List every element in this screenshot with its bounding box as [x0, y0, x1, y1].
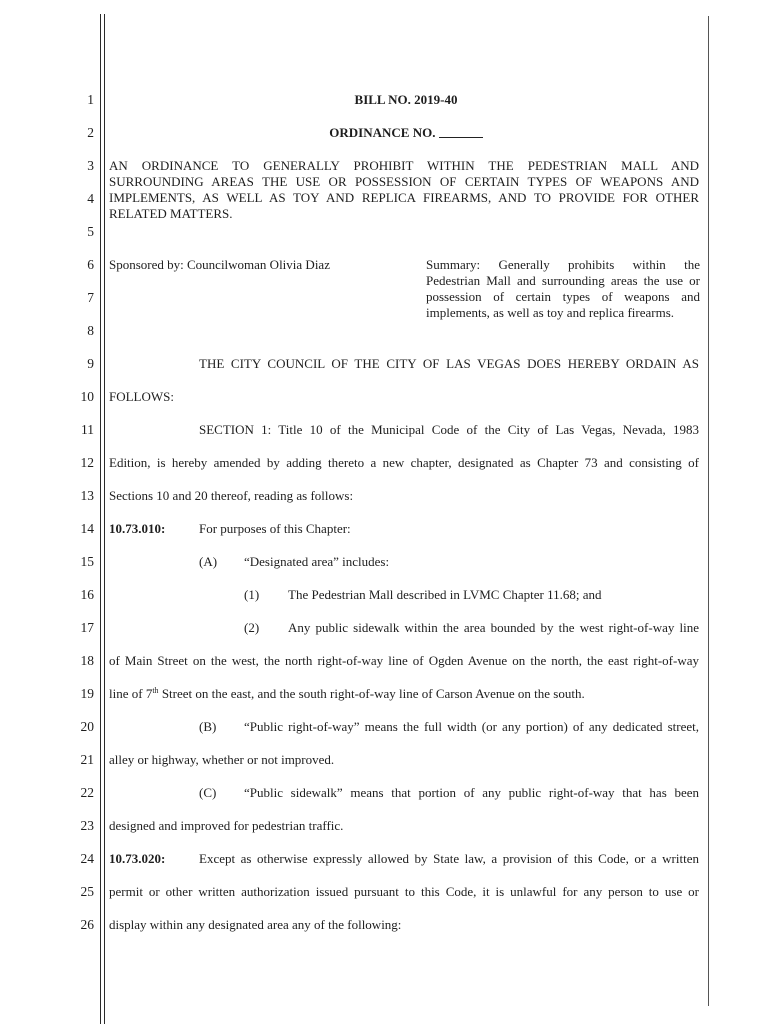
title-line: AN ORDINANCE TO GENERALLY PROHIBIT WITHIN THE PEDESTRIAN MALL AND [109, 158, 699, 173]
ordinance-number: ORDINANCE NO. [108, 125, 704, 141]
section-1-line-2: Edition, is hereby amended by adding thereto a new chapter, designated as Chapter 73 and consisting of [109, 455, 699, 470]
title-line: SURROUNDING AREAS THE USE OR POSSESSION OF CERTAIN TYPES OF WEAPONS AND [109, 174, 699, 189]
sponsor: Sponsored by: Councilwoman Olivia Diaz [109, 257, 330, 272]
line-number: 25 [80, 884, 94, 899]
section-010-intro: For purposes of this Chapter: [199, 521, 351, 536]
summary-line: possession of certain types of weapons and [426, 289, 700, 304]
subparagraph-2-line-3: line of 7th Street on the east, and the south right-of-way line of Carson Avenue on the south. [109, 686, 585, 701]
section-020-text: Except as otherwise expressly allowed by State law, a provision of this Code, or a written [199, 851, 699, 866]
ordinance-number-blank [439, 125, 483, 138]
paragraph-b-text: “Public right-of-way” means the full width (or any portion) of any dedicated street, [244, 719, 699, 734]
line-number: 13 [80, 488, 94, 503]
line-number: 3 [87, 158, 94, 173]
line-number: 23 [80, 818, 94, 833]
line-number: 11 [81, 422, 94, 437]
line-number: 24 [80, 851, 94, 866]
subparagraph-2-text: Any public sidewalk within the area bounded by the west right-of-way line [288, 620, 699, 635]
summary-line: implements, as well as toy and replica firearms. [426, 305, 675, 320]
enacting-clause-cont: FOLLOWS: [109, 389, 174, 404]
line-number: 2 [87, 125, 94, 140]
section-1: SECTION 1: Title 10 of the Municipal Code of the City of Las Vegas, Nevada, 1983 [199, 422, 699, 437]
line-number: 9 [87, 356, 94, 371]
summary-line: Summary: Generally prohibits within the [426, 257, 700, 272]
subparagraph-1-text: The Pedestrian Mall described in LVMC Chapter 11.68; and [288, 587, 602, 602]
enacting-clause: THE CITY COUNCIL OF THE CITY OF LAS VEGAS DOES HEREBY ORDAIN AS [199, 356, 699, 371]
bill-number: BILL NO. 2019-40 [354, 92, 458, 107]
title-line: RELATED MATTERS. [109, 206, 233, 221]
line-number: 26 [80, 917, 94, 932]
line-number: 19 [80, 686, 94, 701]
line-number: 21 [80, 752, 94, 767]
line-number: 16 [80, 587, 94, 602]
line-number: 17 [80, 620, 94, 635]
line-number: 18 [80, 653, 94, 668]
line-number: 8 [87, 323, 94, 338]
paragraph-a-label: (A) [199, 554, 218, 569]
line-number: 7 [87, 290, 94, 305]
paragraph-c-label: (C) [199, 785, 217, 800]
section-020-line-2: permit or other written authorization issued pursuant to this Code, it is unlawful for any person to use or [109, 884, 699, 899]
section-1-line-3: Sections 10 and 20 thereof, reading as follows: [109, 488, 354, 503]
paragraph-b-line-2: alley or highway, whether or not improved. [109, 752, 335, 767]
subparagraph-2-line-2: of Main Street on the west, the north right-of-way line of Ogden Avenue on the north, the east right-of-way [109, 653, 699, 668]
right-margin-rule [708, 16, 709, 1006]
line-number: 4 [87, 191, 94, 206]
paragraph-a-text: “Designated area” includes: [244, 554, 390, 569]
summary-line: Pedestrian Mall and surrounding areas the use or [426, 273, 700, 288]
subparagraph-2-label: (2) [244, 620, 260, 635]
line-number: 12 [80, 455, 94, 470]
line-number: 22 [80, 785, 94, 800]
line-number: 10 [80, 389, 94, 404]
line-number: 5 [87, 224, 94, 239]
line-number: 15 [80, 554, 94, 569]
left-margin-rule-2 [104, 14, 105, 1024]
line-number: 1 [87, 92, 94, 107]
left-margin-rule-1 [100, 14, 101, 1024]
subparagraph-1-label: (1) [244, 587, 260, 602]
line-number: 20 [80, 719, 94, 734]
line-number: 6 [87, 257, 94, 272]
paragraph-c-line-2: designed and improved for pedestrian traffic. [109, 818, 344, 833]
section-number-020: 10.73.020: [109, 851, 166, 866]
paragraph-b-label: (B) [199, 719, 217, 734]
section-020-line-3: display within any designated area any of the following: [109, 917, 402, 932]
line-number: 14 [80, 521, 94, 536]
paragraph-c-text: “Public sidewalk” means that portion of any public right-of-way that has been [244, 785, 699, 800]
title-line: IMPLEMENTS, AS WELL AS TOY AND REPLICA FIREARMS, AND TO PROVIDE FOR OTHER [109, 190, 699, 205]
section-number-010: 10.73.010: [109, 521, 166, 536]
